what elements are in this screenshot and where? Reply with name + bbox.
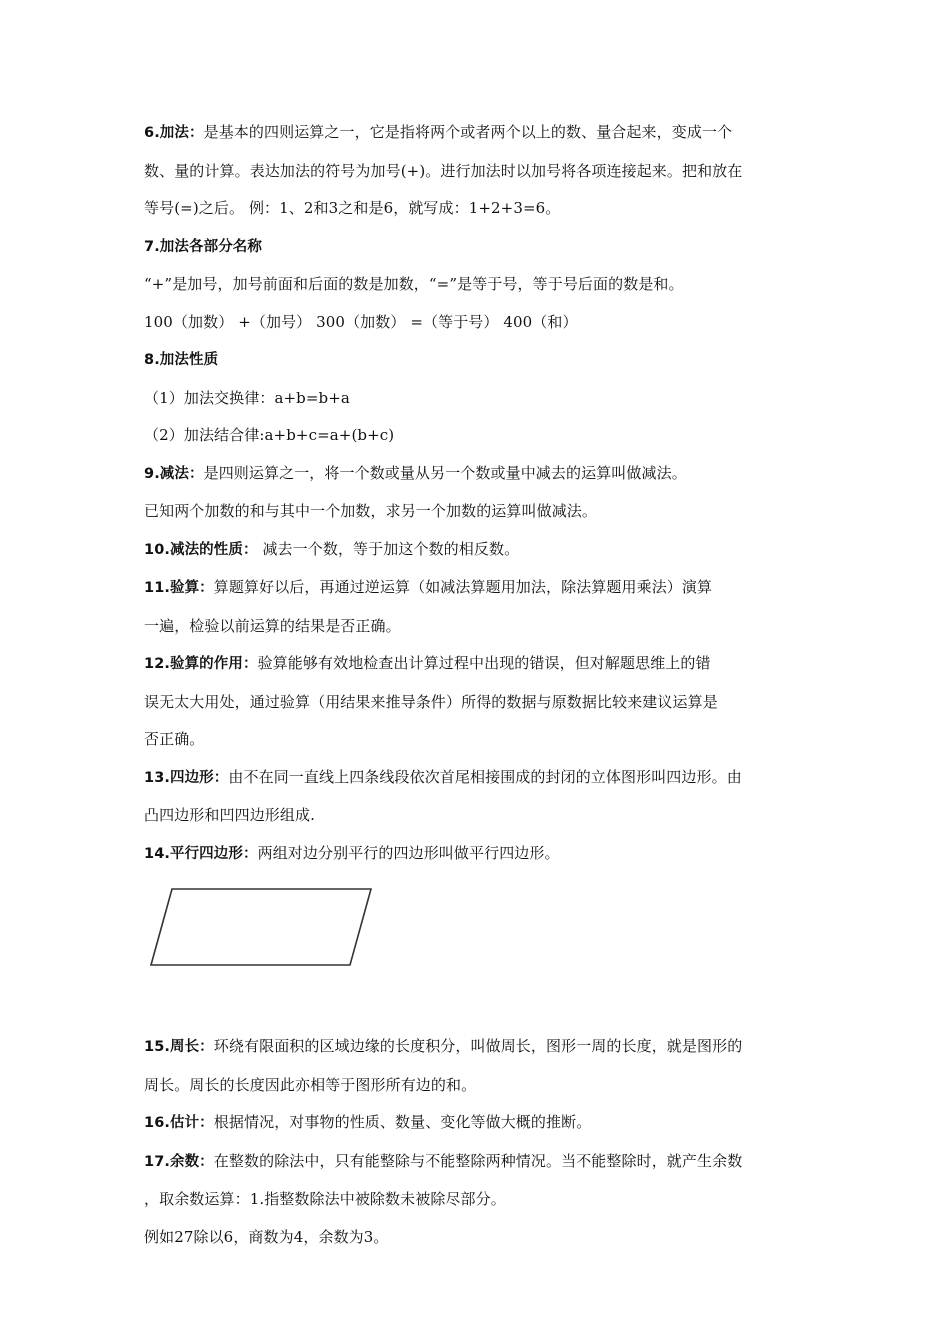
parallelogram-shape [151, 889, 371, 965]
section-13-text: 由不在同一直线上四条线段依次首尾相接围成的封闭的立体图形叫四边形。由 [228, 767, 742, 786]
document-page [144, 114, 812, 1256]
section-17-term: 17.余数： [144, 1153, 214, 1170]
section-12-line-1 [144, 645, 812, 684]
section-12-line-2: 误无太大用处，通过验算（用结果来推导条件）所得的数据与原数据比较来建议运算是 [144, 692, 718, 711]
section-8-line-1 [144, 341, 812, 380]
section-12-term: 12.验算的作用： [144, 656, 258, 672]
section-17-line-3: 例如27除以6，商数为4，余数为3。 [144, 1227, 389, 1246]
section-6-text: 是基本的四则运算之一，它是指将两个或者两个以上的数、量合起来，变成一个 [203, 123, 733, 141]
section-9-line-1 [144, 455, 812, 494]
section-7-line-3: 100（加数） +（加号） 300（加数） =（等于号） 400（和） [144, 312, 578, 331]
section-6-line-1 [144, 114, 812, 153]
section-16-text: 根据情况，对事物的性质、数量、变化等做大概的推断。 [213, 1113, 592, 1131]
section-11-term: 11.验算： [144, 580, 214, 596]
section-9-line-2: 已知两个加数的和与其中一个加数，求另一个加数的运算叫做减法。 [144, 502, 598, 520]
section-7-term: 7.加法各部分名称 [144, 238, 262, 255]
section-17-text: 在整数的除法中，只有能整除与不能整除两种情况。当不能整除时，就产生余数 [213, 1151, 743, 1170]
section-11-line-1 [144, 569, 812, 608]
section-8-line-2: （1）加法交换律：a+b=b+a [144, 388, 350, 407]
section-13-line-1 [144, 759, 812, 798]
section-15-line-2: 周长。周长的长度因此亦相等于图形所有边的和。 [144, 1075, 477, 1094]
section-15-term: 15.周长： [144, 1039, 214, 1055]
section-11-text: 算题算好以后，再通过逆运算（如减法算题用加法，除法算题用乘法）演算 [213, 578, 713, 596]
section-14-line-1 [144, 835, 812, 874]
section-14-text: 两组对边分别平行的四边形叫做平行四边形。 [257, 843, 560, 862]
section-6-line-3: 等号(=)之后。 例：1、2和3之和是6，就写成：1+2+3=6。 [144, 199, 561, 217]
section-13-line-2: 凸四边形和凹四边形组成. [144, 806, 315, 824]
section-17-line-1 [144, 1143, 812, 1182]
section-9-text: 是四则运算之一，将一个数或量从另一个数或量中减去的运算叫做减法。 [203, 463, 687, 482]
section-13-term: 13.四边形： [144, 769, 229, 786]
section-11-line-2: 一遍，检验以前运算的结果是否正确。 [144, 616, 401, 635]
section-8-term: 8.加法性质 [144, 352, 219, 368]
section-9-term: 9.减法： [144, 465, 204, 482]
section-10-text: 减去一个数，等于加这个数的相反数。 [257, 539, 520, 558]
section-15-text: 环绕有限面积的区域边缘的长度积分，叫做周长，图形一周的长度，就是图形的 [213, 1037, 743, 1055]
section-7-line-2: “+”是加号，加号前面和后面的数是加数，“=”是等于号，等于号后面的数是和。 [144, 275, 684, 293]
section-10-term: 10.减法的性质： [144, 541, 258, 558]
section-15-line-1 [144, 1028, 812, 1067]
section-16-term: 16.估计： [144, 1115, 214, 1131]
section-17-line-2: ，取余数运算：1.指整数除法中被除数未被除尽部分。 [144, 1190, 506, 1208]
section-12-text: 验算能够有效地检查出计算过程中出现的错误，但对解题思维上的错 [257, 654, 711, 672]
parallelogram-figure [144, 873, 812, 1028]
section-8-line-3: （2）加法结合律:a+b+c=a+(b+c) [144, 426, 395, 444]
section-7-line-1 [144, 228, 812, 267]
section-6-line-2: 数、量的计算。表达加法的符号为加号(+)。进行加法时以加号将各项连接起来。把和放在 [144, 161, 743, 180]
section-10-line-1 [144, 531, 812, 570]
section-14-term: 14.平行四边形： [144, 845, 258, 862]
section-6-term: 6.加法： [144, 125, 204, 141]
parallelogram-icon [144, 887, 384, 977]
section-12-line-3: 否正确。 [144, 730, 205, 748]
section-16-line-1 [144, 1104, 812, 1143]
